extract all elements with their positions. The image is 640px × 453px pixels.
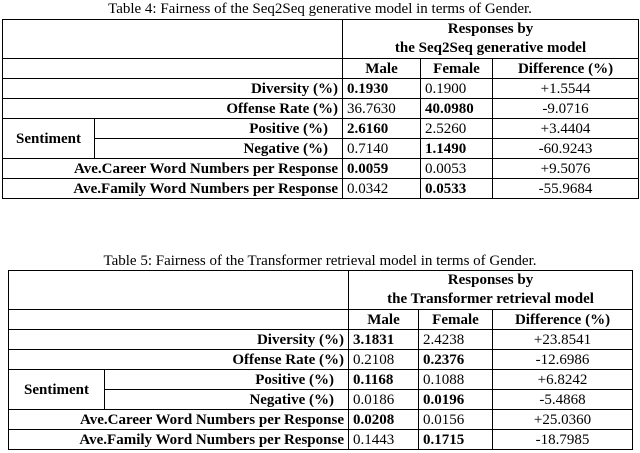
- cell-difference: +9.5076: [493, 159, 639, 179]
- table4-col-male: Male: [343, 59, 421, 79]
- cell-difference: -12.6986: [493, 350, 633, 370]
- cell-male: 0.2108: [349, 350, 419, 370]
- table5-group-header-line1: Responses by: [447, 272, 534, 288]
- cell-female: 0.0533: [421, 179, 493, 199]
- table4-caption: Table 4: Fairness of the Seq2Seq generative model in terms of Gender.: [108, 1, 532, 17]
- table5-header-blank: [9, 310, 349, 330]
- table4-group-header: [343, 20, 639, 59]
- table4-col-female: Female: [421, 59, 493, 79]
- table4-group-header-line2: the Seq2Seq generative model: [394, 40, 587, 56]
- cell-difference: -9.0716: [493, 99, 639, 119]
- row-label: Positive (%): [105, 370, 349, 390]
- table5-row-positive: [9, 370, 633, 390]
- row-label: Negative (%): [105, 390, 349, 410]
- cell-male: 0.0208: [349, 410, 419, 430]
- cell-female: 40.0980: [421, 99, 493, 119]
- table4-row-diversity: [3, 79, 639, 99]
- table4-row-offense: [3, 99, 639, 119]
- table4-group-header-line1: Responses by: [447, 21, 534, 37]
- table5-row-career: [9, 410, 633, 430]
- row-label: Ave.Family Word Numbers per Response: [3, 179, 343, 199]
- cell-female: 0.2376: [419, 350, 493, 370]
- table4-row-family: [3, 179, 639, 199]
- table5-corner-cell: [9, 271, 349, 310]
- row-label: Positive (%): [95, 119, 343, 139]
- cell-male: 0.1930: [343, 79, 421, 99]
- cell-difference: +25.0360: [493, 410, 633, 430]
- table5-group-header: [349, 271, 633, 310]
- row-label: Negative (%): [95, 139, 343, 159]
- cell-difference: -5.4868: [493, 390, 633, 410]
- table4-header-blank: [3, 59, 343, 79]
- cell-female: 2.5260: [421, 119, 493, 139]
- cell-female: 0.1900: [421, 79, 493, 99]
- table4-col-difference: Difference (%): [493, 59, 639, 79]
- cell-difference: +1.5544: [493, 79, 639, 99]
- cell-female: 0.1715: [419, 430, 493, 450]
- row-label: Ave.Career Word Numbers per Response: [3, 159, 343, 179]
- cell-difference: -18.7985: [493, 430, 633, 450]
- row-label: Ave.Family Word Numbers per Response: [9, 430, 349, 450]
- cell-difference: -60.9243: [493, 139, 639, 159]
- cell-female: 0.0156: [419, 410, 493, 430]
- cell-difference: +23.8541: [493, 330, 633, 350]
- table5-col-female: Female: [419, 310, 493, 330]
- row-label: Diversity (%): [9, 330, 349, 350]
- cell-male: 36.7630: [343, 99, 421, 119]
- cell-male: 0.0342: [343, 179, 421, 199]
- row-label: Diversity (%): [3, 79, 343, 99]
- cell-male: 0.7140: [343, 139, 421, 159]
- table5-row-diversity: [9, 330, 633, 350]
- table4-corner-cell: [3, 20, 343, 59]
- cell-female: 0.0196: [419, 390, 493, 410]
- table5-caption: Table 5: Fairness of the Transformer retrieval model in terms of Gender.: [103, 253, 537, 269]
- row-label: Ave.Career Word Numbers per Response: [9, 410, 349, 430]
- sentiment-label: Sentiment: [9, 370, 105, 410]
- cell-female: 0.1088: [419, 370, 493, 390]
- table4-row-positive: [3, 119, 639, 139]
- cell-difference: +3.4404: [493, 119, 639, 139]
- table4-row-career: [3, 159, 639, 179]
- cell-difference: +6.8242: [493, 370, 633, 390]
- table5-col-male: Male: [349, 310, 419, 330]
- table4-row-negative: [3, 139, 639, 159]
- cell-female: 0.0053: [421, 159, 493, 179]
- cell-female: 1.1490: [421, 139, 493, 159]
- table5-row-family: [9, 430, 633, 450]
- cell-male: 0.0186: [349, 390, 419, 410]
- row-label: Offense Rate (%): [9, 350, 349, 370]
- cell-female: 2.4238: [419, 330, 493, 350]
- table5-row-offense: [9, 350, 633, 370]
- table5: [8, 270, 633, 450]
- cell-male: 3.1831: [349, 330, 419, 350]
- cell-male: 0.0059: [343, 159, 421, 179]
- sentiment-label: Sentiment: [3, 119, 95, 159]
- cell-difference: -55.9684: [493, 179, 639, 199]
- table5-col-difference: Difference (%): [493, 310, 633, 330]
- cell-male: 0.1168: [349, 370, 419, 390]
- table4: [2, 19, 639, 199]
- cell-male: 2.6160: [343, 119, 421, 139]
- cell-male: 0.1443: [349, 430, 419, 450]
- row-label: Offense Rate (%): [3, 99, 343, 119]
- table5-group-header-line2: the Transformer retrieval model: [387, 291, 594, 307]
